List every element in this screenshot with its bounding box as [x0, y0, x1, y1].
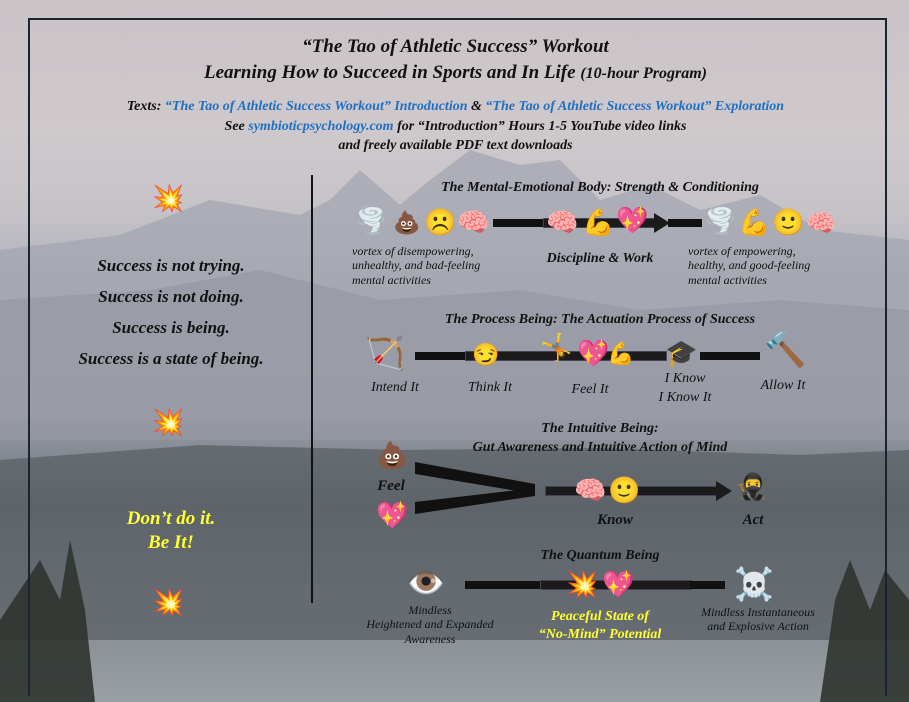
flexed-biceps-icon: 💪 — [738, 208, 771, 237]
title-program: (10-hour Program) — [580, 65, 708, 82]
success-line-4: Success is a state of being. — [78, 349, 264, 368]
slogan-line-1: Don’t do it. — [126, 508, 216, 529]
caption-line: Mindless Instantaneous — [701, 605, 815, 619]
site-link[interactable]: symbioticpsychology.com — [248, 119, 394, 134]
ampersand: & — [471, 99, 482, 114]
caption-line: Mindless — [408, 603, 452, 617]
sparkling-heart-icon: 💖 — [577, 339, 610, 368]
pile-of-poo-icon: 💩 — [393, 210, 421, 235]
arrow-bar — [493, 219, 543, 227]
caption-line: Awareness — [404, 631, 456, 646]
caption-line: “No-Mind” Potential — [538, 626, 662, 642]
brain-icon: 🧠 — [574, 476, 607, 505]
collision-icon: 💥 — [152, 408, 185, 437]
section3-title-line2: Gut Awareness and Intuitive Action of Mind — [472, 440, 728, 455]
step-allow: Allow It — [760, 378, 806, 393]
thinking-face-icon: 😏 — [472, 342, 500, 367]
exploration-text-link[interactable]: “The Tao of Athletic Success Workout” Exploration — [485, 99, 785, 114]
caption-line: mental activities — [352, 272, 431, 287]
bow-and-arrow-icon: 🏹 — [365, 335, 405, 371]
caption-line: vortex of empowering, — [688, 244, 796, 258]
brain-icon: 🧠 — [806, 211, 836, 237]
title-line-2 — [28, 62, 883, 84]
arrow-head — [716, 481, 732, 501]
success-line-1: Success is not trying. — [97, 256, 245, 275]
ninja-icon: 🥷 — [736, 472, 769, 501]
feel-label: Feel — [377, 478, 405, 494]
section1-title: The Mental-Emotional Body: Strength & Conditioning — [441, 180, 759, 195]
caption-line: and Explosive Action — [707, 619, 809, 634]
slogan-line-2: Be It! — [148, 532, 194, 553]
step-i-know-it: I Know It — [658, 390, 712, 405]
pile-of-poo-icon: 💩 — [376, 441, 409, 470]
pdf-line: and freely available PDF text downloads — [338, 138, 573, 153]
caption-line: Heightened and Expanded — [366, 617, 494, 632]
see-rest: for “Introduction” Hours 1-5 YouTube video links — [397, 119, 687, 134]
tornado-icon: 🌪️ — [704, 206, 737, 235]
converging-arrows — [415, 458, 555, 522]
hammer-icon: 🔨 — [764, 332, 807, 369]
success-line-3: Success is being. — [112, 318, 230, 337]
title-line-1: “The Tao of Athletic Success” Workout — [302, 36, 609, 57]
caption-line: Peaceful State of — [551, 609, 649, 624]
brain-icon: 🧠 — [546, 208, 579, 237]
step-i-know: I Know — [664, 371, 706, 386]
section1-right-caption — [688, 244, 858, 287]
section1-left-caption — [352, 244, 522, 287]
caption-line: mental activities — [688, 272, 767, 287]
arrow-bar — [668, 219, 702, 227]
step-intend: Intend It — [371, 380, 419, 395]
section3-title-line1: The Intuitive Being: — [541, 421, 659, 436]
step-feel: Feel It — [571, 382, 609, 397]
eye-icon: 👁️ — [406, 564, 446, 600]
smiling-face-icon: 🙂 — [608, 476, 641, 505]
section4-right-caption — [683, 605, 833, 634]
sparkling-heart-icon: 💖 — [376, 501, 409, 530]
texts-label: Texts: — [126, 99, 162, 114]
tornado-icon: 🌪️ — [355, 206, 388, 235]
sparkling-heart-icon: 💖 — [602, 570, 635, 599]
leaping-person-icon: 🤸 — [540, 333, 573, 362]
sparkling-heart-icon: 💖 — [616, 206, 649, 235]
intro-text-link[interactable]: “The Tao of Athletic Success Workout” Introduction — [164, 99, 468, 114]
caption-line: vortex of disempowering, — [352, 244, 474, 258]
smiling-face-icon: 🙂 — [772, 208, 805, 237]
collision-icon: 💥 — [566, 570, 599, 599]
arrow-bar — [700, 352, 760, 360]
caption-line: healthy, and good-feeling — [688, 258, 811, 273]
see-label: See — [224, 119, 245, 134]
graduation-cap-icon: 🎓 — [665, 339, 698, 368]
caption-line: unhealthy, and bad-feeling — [352, 258, 481, 273]
arrow-bar — [415, 352, 465, 360]
step-think: Think It — [468, 380, 512, 395]
flexed-biceps-icon: 💪 — [607, 341, 635, 366]
arrow-bar — [690, 581, 725, 589]
column-divider — [311, 175, 313, 603]
section1-center-caption: Discipline & Work — [546, 251, 654, 266]
collision-icon: 💥 — [152, 588, 185, 617]
crossed-brain-icon: 🧠 — [457, 208, 490, 237]
title-main: Learning How to Succeed in Sports and In Life — [203, 62, 576, 83]
frowning-face-icon: ☹️ — [424, 208, 457, 237]
section4-center-caption — [525, 608, 675, 643]
know-label: Know — [597, 512, 633, 528]
arrow-bar — [465, 581, 540, 589]
act-label: Act — [742, 512, 764, 528]
section4-title: The Quantum Being — [540, 548, 660, 563]
section4-left-caption — [355, 603, 505, 646]
texts-line — [28, 99, 883, 115]
collision-icon: 💥 — [152, 184, 185, 213]
flexed-biceps-icon: 💪 — [582, 208, 615, 237]
section2-title: The Process Being: The Actuation Process of Success — [444, 312, 756, 327]
see-line — [28, 119, 883, 135]
success-line-2: Success is not doing. — [98, 287, 244, 306]
skull-and-crossbones-icon: ☠️ — [734, 566, 774, 602]
